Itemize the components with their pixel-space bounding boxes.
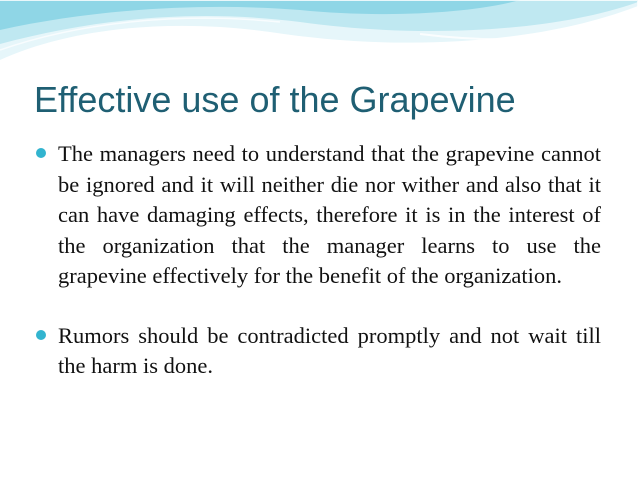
bullet-dot-icon — [36, 330, 46, 340]
bullet-text: Rumors should be contradicted promptly and not wait till the harm is done. — [58, 322, 601, 378]
bullet-list — [36, 139, 601, 382]
slide-title: Effective use of the Grapevine — [34, 79, 516, 120]
bullet-item — [36, 321, 601, 382]
header-wave-decoration — [0, 0, 638, 80]
bullet-text: The managers need to understand that the grapevine cannot be ignored and it will neither die nor wither and also that it can have damaging effects, therefore it is in the interest of the organization that the manager learns to use the grapevine effectively for the benefit of the organization. — [58, 141, 601, 288]
bullet-dot-icon — [36, 148, 46, 158]
bullet-item — [36, 139, 601, 292]
